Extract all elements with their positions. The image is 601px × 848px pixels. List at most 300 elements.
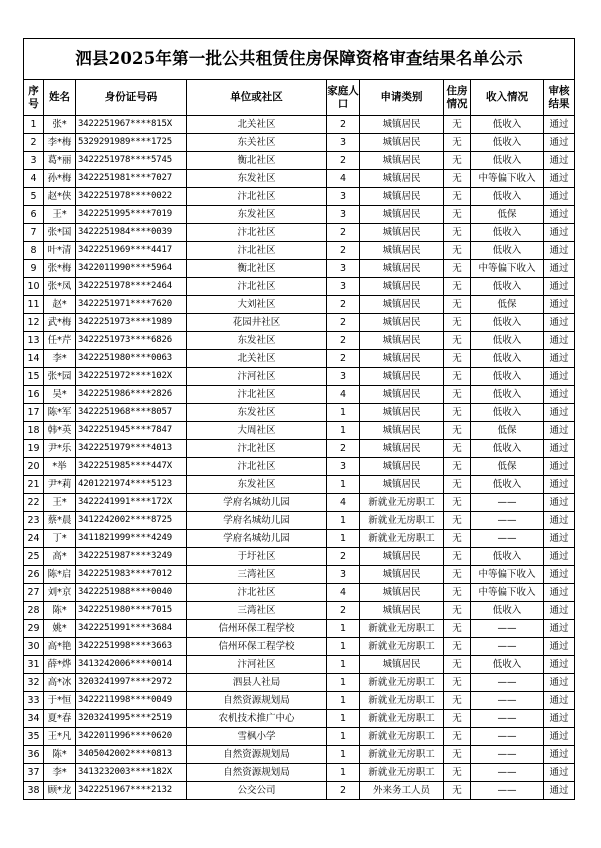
table-row [24,782,575,800]
table-row [24,692,575,710]
unit-cell: 东发社区 [187,206,327,224]
seq-cell: 15 [24,368,44,386]
income-cell: 低收入 [471,242,544,260]
type-cell: 新就业无房职工 [360,764,444,782]
header-family: 家庭人口 [327,80,360,116]
name-cell: 吴* [44,386,76,404]
housing-cell: 无 [444,638,471,656]
type-cell: 新就业无房职工 [360,638,444,656]
housing-cell: 无 [444,116,471,134]
family-cell: 2 [327,602,360,620]
type-cell: 新就业无房职工 [360,512,444,530]
housing-cell: 无 [444,314,471,332]
id-cell: 3422251991****3684 [76,620,187,638]
seq-cell: 26 [24,566,44,584]
table-row [24,134,575,152]
type-cell: 城镇居民 [360,224,444,242]
type-cell: 城镇居民 [360,242,444,260]
id-cell: 3422251980****7015 [76,602,187,620]
family-cell: 2 [327,548,360,566]
seq-cell: 36 [24,746,44,764]
seq-cell: 12 [24,314,44,332]
unit-cell: 汴北社区 [187,278,327,296]
seq-cell: 14 [24,350,44,368]
seq-cell: 13 [24,332,44,350]
family-cell: 4 [327,386,360,404]
unit-cell: 汴北社区 [187,224,327,242]
name-cell: 王* [44,494,76,512]
review-cell: 通过 [544,692,575,710]
family-cell: 3 [327,188,360,206]
type-cell: 城镇居民 [360,548,444,566]
seq-cell: 30 [24,638,44,656]
name-cell: 姚* [44,620,76,638]
seq-cell: 11 [24,296,44,314]
id-cell: 3422251979****4013 [76,440,187,458]
seq-cell: 10 [24,278,44,296]
review-cell: 通过 [544,764,575,782]
id-cell: 3422251973****6826 [76,332,187,350]
name-cell: 张*国 [44,224,76,242]
family-cell: 3 [327,368,360,386]
unit-cell: 自然资源规划局 [187,746,327,764]
unit-cell: 东关社区 [187,134,327,152]
name-cell: 李*梅 [44,134,76,152]
review-cell: 通过 [544,224,575,242]
id-cell: 3422251978****0022 [76,188,187,206]
id-cell: 3422251968****8057 [76,404,187,422]
housing-cell: 无 [444,746,471,764]
id-cell: 5329291989****1725 [76,134,187,152]
income-cell: 低收入 [471,224,544,242]
income-cell: 低保 [471,422,544,440]
unit-cell: 汴北社区 [187,440,327,458]
id-cell: 3422251971****7620 [76,296,187,314]
id-cell: 3422251978****2464 [76,278,187,296]
income-cell: —— [471,728,544,746]
unit-cell: 东发社区 [187,170,327,188]
income-cell: 低收入 [471,188,544,206]
id-cell: 3422251988****0040 [76,584,187,602]
name-cell: 叶*清 [44,242,76,260]
housing-cell: 无 [444,152,471,170]
table-row [24,602,575,620]
income-cell: —— [471,620,544,638]
housing-cell: 无 [444,494,471,512]
family-cell: 3 [327,458,360,476]
type-cell: 城镇居民 [360,404,444,422]
table-row [24,170,575,188]
type-cell: 新就业无房职工 [360,530,444,548]
name-cell: 张*凤 [44,278,76,296]
income-cell: —— [471,692,544,710]
seq-cell: 16 [24,386,44,404]
housing-cell: 无 [444,278,471,296]
seq-cell: 4 [24,170,44,188]
family-cell: 3 [327,206,360,224]
name-cell: 赵* [44,296,76,314]
id-cell: 3422251998****3663 [76,638,187,656]
unit-cell: 泗县人社局 [187,674,327,692]
family-cell: 1 [327,512,360,530]
seq-cell: 34 [24,710,44,728]
type-cell: 城镇居民 [360,476,444,494]
name-cell: 孙*梅 [44,170,76,188]
table-row [24,566,575,584]
unit-cell: 大刘社区 [187,296,327,314]
table-row [24,224,575,242]
housing-cell: 无 [444,566,471,584]
family-cell: 1 [327,638,360,656]
housing-cell: 无 [444,368,471,386]
seq-cell: 37 [24,764,44,782]
income-cell: 低收入 [471,116,544,134]
unit-cell: 学府名城幼儿园 [187,494,327,512]
type-cell: 城镇居民 [360,260,444,278]
unit-cell: 东发社区 [187,332,327,350]
income-cell: 中等偏下收入 [471,170,544,188]
housing-cell: 无 [444,764,471,782]
id-cell: 3422251980****0063 [76,350,187,368]
review-cell: 通过 [544,620,575,638]
name-cell: 王* [44,206,76,224]
id-cell: 3413232003****182X [76,764,187,782]
income-cell: 低收入 [471,476,544,494]
income-cell: 中等偏下收入 [471,566,544,584]
housing-cell: 无 [444,710,471,728]
name-cell: 陈* [44,602,76,620]
name-cell: 赵*侠 [44,188,76,206]
seq-cell: 35 [24,728,44,746]
review-cell: 通过 [544,656,575,674]
table-row [24,584,575,602]
header-name: 姓名 [44,80,76,116]
seq-cell: 22 [24,494,44,512]
header-id: 身份证号码 [76,80,187,116]
review-cell: 通过 [544,548,575,566]
review-cell: 通过 [544,368,575,386]
type-cell: 城镇居民 [360,386,444,404]
seq-cell: 19 [24,440,44,458]
type-cell: 城镇居民 [360,602,444,620]
housing-cell: 无 [444,188,471,206]
name-cell: 张*梅 [44,260,76,278]
name-cell: 蔡*晨 [44,512,76,530]
income-cell: 低收入 [471,404,544,422]
unit-cell: 信州环保工程学校 [187,638,327,656]
family-cell: 4 [327,494,360,512]
type-cell: 新就业无房职工 [360,620,444,638]
name-cell: 高*艳 [44,638,76,656]
review-cell: 通过 [544,260,575,278]
family-cell: 2 [327,350,360,368]
family-cell: 2 [327,242,360,260]
table-row [24,314,575,332]
seq-cell: 5 [24,188,44,206]
family-cell: 2 [327,332,360,350]
income-cell: 低收入 [471,278,544,296]
unit-cell: 大周社区 [187,422,327,440]
family-cell: 2 [327,782,360,800]
family-cell: 1 [327,728,360,746]
family-cell: 2 [327,314,360,332]
name-cell: 陈*启 [44,566,76,584]
family-cell: 4 [327,584,360,602]
seq-cell: 38 [24,782,44,800]
income-cell: 低收入 [471,386,544,404]
review-cell: 通过 [544,674,575,692]
review-cell: 通过 [544,116,575,134]
family-cell: 1 [327,620,360,638]
income-cell: 低收入 [471,548,544,566]
review-cell: 通过 [544,332,575,350]
unit-cell: 汴河社区 [187,656,327,674]
review-cell: 通过 [544,728,575,746]
id-cell: 3422251981****7027 [76,170,187,188]
income-cell: 低收入 [471,602,544,620]
name-cell: 张* [44,116,76,134]
review-cell: 通过 [544,782,575,800]
income-cell: —— [471,746,544,764]
housing-cell: 无 [444,206,471,224]
review-cell: 通过 [544,206,575,224]
income-cell: 低收入 [471,656,544,674]
seq-cell: 25 [24,548,44,566]
seq-cell: 1 [24,116,44,134]
table-row [24,746,575,764]
review-cell: 通过 [544,710,575,728]
housing-cell: 无 [444,422,471,440]
table-row [24,548,575,566]
review-cell: 通过 [544,242,575,260]
unit-cell: 北关社区 [187,350,327,368]
header-income: 收入情况 [471,80,544,116]
name-cell: 王*凡 [44,728,76,746]
name-cell: 丁* [44,530,76,548]
family-cell: 2 [327,224,360,242]
id-cell: 3422251973****1989 [76,314,187,332]
unit-cell: 汴北社区 [187,188,327,206]
id-cell: 3405042002****0813 [76,746,187,764]
unit-cell: 学府名城幼儿园 [187,512,327,530]
name-cell: 张*园 [44,368,76,386]
housing-cell: 无 [444,548,471,566]
id-cell: 3413242006****0014 [76,656,187,674]
table-row [24,476,575,494]
header-review: 审核结果 [544,80,575,116]
table-row [24,152,575,170]
seq-cell: 28 [24,602,44,620]
table-row [24,332,575,350]
income-cell: 低收入 [471,152,544,170]
name-cell: 李* [44,350,76,368]
housing-cell: 无 [444,170,471,188]
type-cell: 新就业无房职工 [360,692,444,710]
unit-cell: 学府名城幼儿园 [187,530,327,548]
unit-cell: 衡北社区 [187,260,327,278]
income-cell: 中等偏下收入 [471,260,544,278]
review-cell: 通过 [544,314,575,332]
id-cell: 3422251969****4417 [76,242,187,260]
table-row [24,458,575,476]
type-cell: 城镇居民 [360,368,444,386]
seq-cell: 6 [24,206,44,224]
review-cell: 通过 [544,566,575,584]
type-cell: 城镇居民 [360,458,444,476]
type-cell: 城镇居民 [360,332,444,350]
seq-cell: 32 [24,674,44,692]
housing-cell: 无 [444,602,471,620]
family-cell: 1 [327,764,360,782]
housing-cell: 无 [444,782,471,800]
unit-cell: 公交公司 [187,782,327,800]
name-cell: 武*梅 [44,314,76,332]
unit-cell: 东发社区 [187,404,327,422]
type-cell: 城镇居民 [360,278,444,296]
header-row [24,80,575,116]
table-row [24,116,575,134]
review-cell: 通过 [544,188,575,206]
name-cell: 高* [44,548,76,566]
header-unit: 单位或社区 [187,80,327,116]
id-cell: 3422251945****7847 [76,422,187,440]
income-cell: 低收入 [471,332,544,350]
housing-cell: 无 [444,728,471,746]
table-row [24,494,575,512]
type-cell: 城镇居民 [360,188,444,206]
review-cell: 通过 [544,350,575,368]
seq-cell: 33 [24,692,44,710]
id-cell: 3422251985****447X [76,458,187,476]
type-cell: 城镇居民 [360,170,444,188]
name-cell: 任*芹 [44,332,76,350]
id-cell: 3422251978****5745 [76,152,187,170]
housing-cell: 无 [444,296,471,314]
review-cell: 通过 [544,584,575,602]
income-cell: —— [471,494,544,512]
housing-cell: 无 [444,656,471,674]
unit-cell: 信州环保工程学校 [187,620,327,638]
header-seq: 序号 [24,80,44,116]
income-cell: 低收入 [471,368,544,386]
unit-cell: 东发社区 [187,476,327,494]
unit-cell: 汴北社区 [187,584,327,602]
name-cell: 尹*乐 [44,440,76,458]
unit-cell: 北关社区 [187,116,327,134]
family-cell: 2 [327,116,360,134]
housing-cell: 无 [444,584,471,602]
seq-cell: 9 [24,260,44,278]
name-cell: 李* [44,764,76,782]
unit-cell: 汴北社区 [187,458,327,476]
seq-cell: 23 [24,512,44,530]
table-row [24,710,575,728]
seq-cell: 8 [24,242,44,260]
type-cell: 城镇居民 [360,206,444,224]
family-cell: 3 [327,278,360,296]
name-cell: 陈* [44,746,76,764]
name-cell: 夏*春 [44,710,76,728]
id-cell: 3422251984****0039 [76,224,187,242]
header-type: 申请类别 [360,80,444,116]
id-cell: 3422011990****5964 [76,260,187,278]
family-cell: 2 [327,152,360,170]
table-row [24,350,575,368]
type-cell: 新就业无房职工 [360,746,444,764]
income-cell: 低收入 [471,440,544,458]
income-cell: —— [471,512,544,530]
type-cell: 城镇居民 [360,422,444,440]
family-cell: 4 [327,170,360,188]
id-cell: 3412242002****8725 [76,512,187,530]
housing-cell: 无 [444,404,471,422]
review-cell: 通过 [544,512,575,530]
type-cell: 新就业无房职工 [360,710,444,728]
id-cell: 3422251972****102X [76,368,187,386]
type-cell: 城镇居民 [360,134,444,152]
seq-cell: 18 [24,422,44,440]
seq-cell: 31 [24,656,44,674]
id-cell: 3422011996****0620 [76,728,187,746]
family-cell: 1 [327,692,360,710]
type-cell: 城镇居民 [360,116,444,134]
id-cell: 4201221974****5123 [76,476,187,494]
name-cell: 高*冰 [44,674,76,692]
name-cell: 韩*英 [44,422,76,440]
table-row [24,242,575,260]
id-cell: 3203241995****2519 [76,710,187,728]
income-cell: —— [471,638,544,656]
family-cell: 1 [327,422,360,440]
housing-cell: 无 [444,458,471,476]
table-row [24,386,575,404]
unit-cell: 自然资源规划局 [187,764,327,782]
housing-cell: 无 [444,512,471,530]
type-cell: 城镇居民 [360,566,444,584]
id-cell: 3422251983****7012 [76,566,187,584]
type-cell: 城镇居民 [360,440,444,458]
housing-cell: 无 [444,692,471,710]
notice-document [23,38,574,800]
review-cell: 通过 [544,134,575,152]
housing-cell: 无 [444,242,471,260]
type-cell: 城镇居民 [360,656,444,674]
name-cell: 葛*丽 [44,152,76,170]
seq-cell: 21 [24,476,44,494]
table-row [24,422,575,440]
review-cell: 通过 [544,440,575,458]
seq-cell: 7 [24,224,44,242]
income-cell: 低保 [471,296,544,314]
table-row [24,638,575,656]
review-cell: 通过 [544,422,575,440]
family-cell: 3 [327,260,360,278]
seq-cell: 3 [24,152,44,170]
family-cell: 2 [327,296,360,314]
table-row [24,512,575,530]
income-cell: —— [471,710,544,728]
unit-cell: 农机技术推广中心 [187,710,327,728]
name-cell: 陈*军 [44,404,76,422]
id-cell: 3422251986****2826 [76,386,187,404]
unit-cell: 雪枫小学 [187,728,327,746]
housing-cell: 无 [444,620,471,638]
income-cell: 低保 [471,206,544,224]
review-cell: 通过 [544,476,575,494]
family-cell: 2 [327,440,360,458]
income-cell: —— [471,530,544,548]
seq-cell: 20 [24,458,44,476]
